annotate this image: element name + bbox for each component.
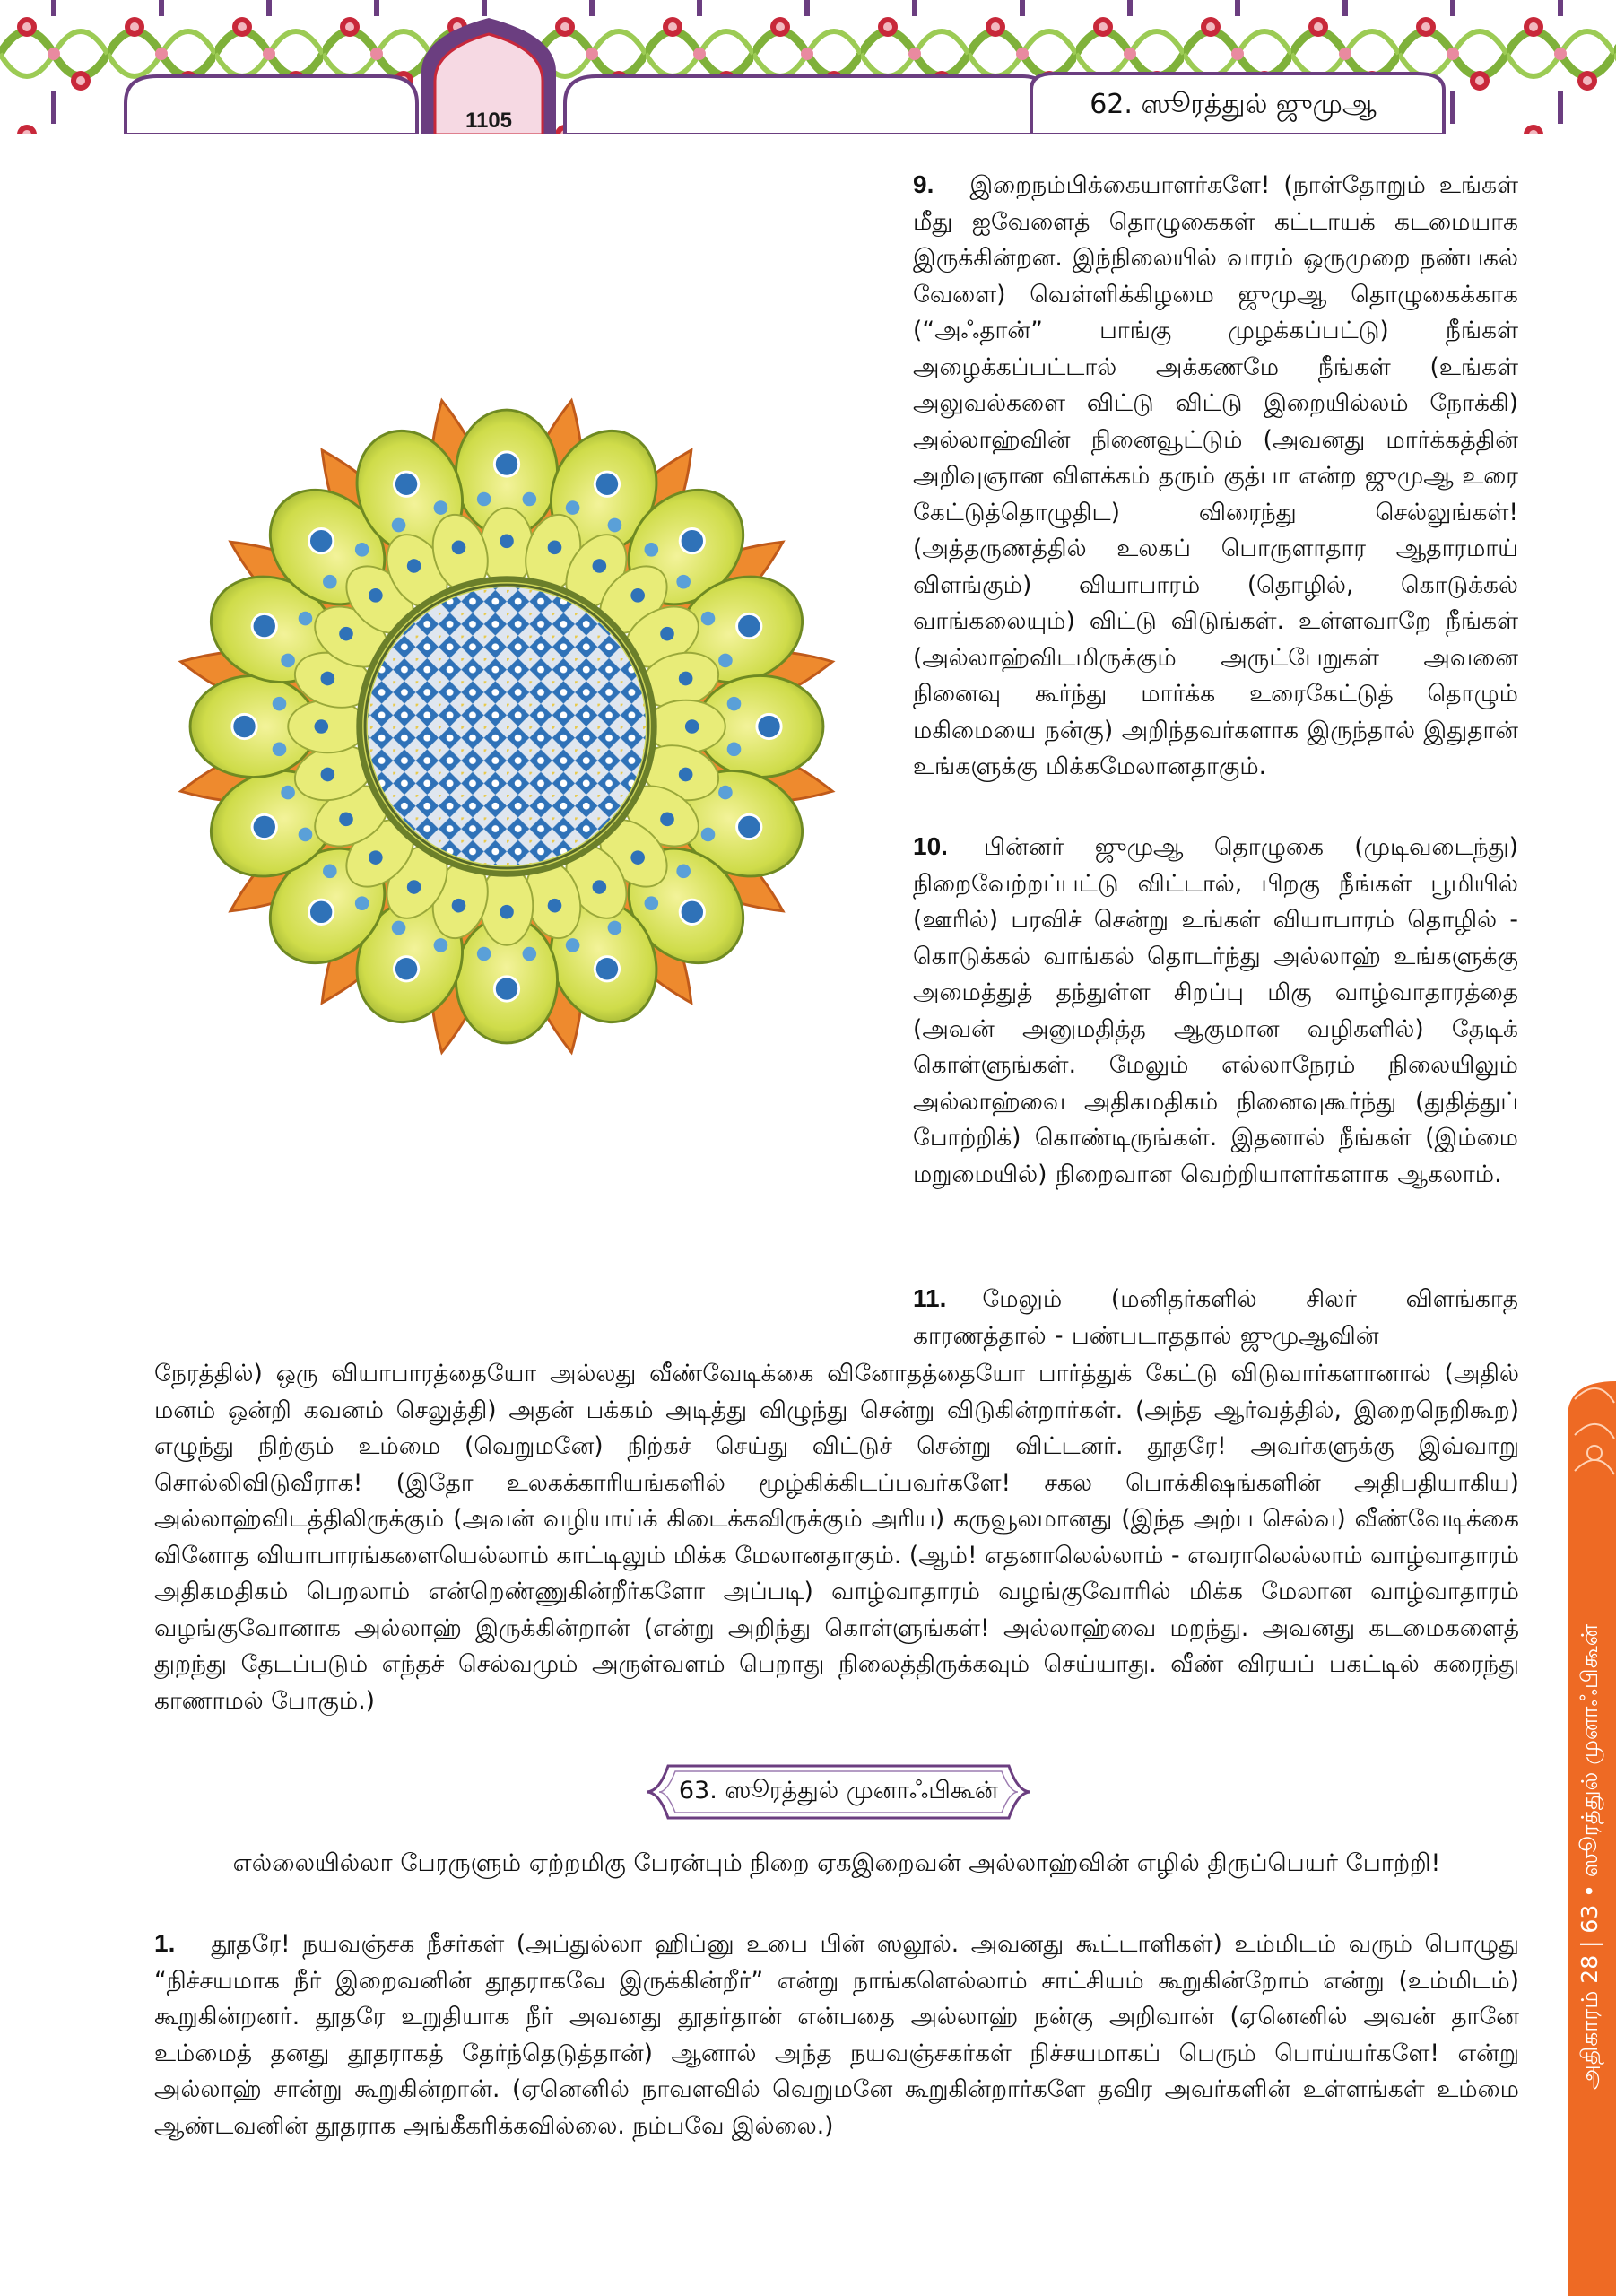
verse-9 — [913, 167, 1518, 786]
surah-header-title: 62. ஸூரத்துல் ஜுமுஆ — [1090, 88, 1377, 120]
verse-number: 1. — [154, 1929, 176, 1957]
verse-10 — [913, 829, 1518, 1193]
verse-text: நேரத்தில்) ஒரு வியாபாரத்தையோ அல்லது வீண்வேடிக்கை வினோதத்தையோ பார்த்துக் கேட்டு விடுவார்களானால் (அதில் மனம் ஒன்றி கவனம் செலுத்தி) அதன் பக்கம் அடித்து விழுந்து சென்று விடுகின்றார்கள். (அந்த ஆர்வத்தில், இறைநெறிகூற) எழுந்து நிற்கும் உம்மை (வெறுமனே) நிற்கச் செய்து விட்டுச் சென்று விட்டனர். தூதரே! அவர்களுக்கு இவ்வாறு சொல்லிவிடுவீராக! (இதோ உலகக்காரியங்களில் மூழ்கிக்கிடப்பவர்களே! சகல பொக்கிஷங்களின் அதிபதியாகிய) அல்லாஹ்விடத்திலிருக்கும் (அவன் வழியாய்க் கிடைக்கவிருக்கும் அரிய) கருவூலமானது (இந்த அற்ப செல்வ) வீண்வேடிக்கை வினோத வியாபாரங்களையெல்லாம் காட்டிலும் மிக்க மேலானதாகும். (ஆம்! எதனாலெல்லாம் - எவராலெல்லாம் வாழ்வாதாரம் அதிகமதிகம் பெறலாம் என்றெண்ணுகின்றீர்களோ அப்படி) வாழ்வாதாரம் வழங்குவோரில் மிக்க மேலான வாழ்வாதாரம் வழங்குவோனாக அல்லாஹ் இருக்கின்றான் (என்று அறிந்து கொள்ளுங்கள்! அல்லாஹ்வை மறந்து. அவனது கடமைகளைத் துறந்து தேடப்படும் எந்தச் செல்வமும் அருள்வளம் பெறாது நிலைத்திருக்கவும் செய்யாது. வீண் விரயப் பகட்டில் கரைந்து காணாமல் போகும்.) — [154, 1360, 1519, 1715]
verse-number: 10. — [913, 832, 948, 860]
surah-63-title: 63. ஸூரத்துல் முனாஃபிகூன் — [678, 1776, 999, 1805]
verse-number: 11. — [913, 1284, 947, 1312]
verse-text: பின்னர் ஜுமுஆ தொழுகை (முடிவடைந்து) நிறைவேற்றப்பட்டு விட்டால், பிறகு நீங்கள் பூமியில் (ஊரில்) பரவிச் சென்று உங்கள் வியாபாரம் தொழில் - கொடுக்கல் வாங்கல் தொடர்ந்து அல்லாஹ் உங்களுக்கு அமைத்துத் தந்துள்ள சிறப்பு மிகு வாழ்வாதாரத்தை (அவன் அனுமதித்த ஆகுமான வழிகளில்) தேடிக் கொள்ளுங்கள். மேலும் எல்லாநேரம் நிலையிலும் அல்லாஹ்வை அதிகமதிகம் நினைவுகூர்ந்து (துதித்துப் போற்றிக்) கொண்டிருங்கள். இதனால் நீங்கள் (இம்மை மறுமையில்) நிறைவான வெற்றியாளர்களாக ஆகலாம். — [913, 833, 1518, 1188]
verse-text: தூதரே! நயவஞ்சக நீசர்கள் (அப்துல்லா ஹிப்னு உபை பின் ஸலூல். அவனது கூட்டாளிகள்) உம்மிடம் வரும் பொழுது “நிச்சயமாக நீர் இறைவனின் தூதராகவே இருக்கின்றீர்” என்று நாங்களெல்லாம் சாட்சியம் கூறுகின்றோம் என்று (உம்மிடம்) கூறுகின்றனர். தூதரே உறுதியாக நீர் அவனது தூதர்தான் என்பதை அல்லாஹ் நன்கு அறிவான் (ஏனெனில் அவன் தானே உம்மைத் தனது தூதராகத் தேர்ந்தெடுத்தான்) ஆனால் அந்த நயவஞ்சகர்கள் நிச்சயமாகப் பெரும் பொய்யர்களே! என்று அல்லாஹ் சான்று கூறுகின்றான். (ஏனெனில் நாவளவில் வெறுமனே கூறுகின்றார்களே தவிர அவர்களின் உள்ளங்கள் உம்மை ஆண்டவனின் தூதராக அங்கீகரிக்கவில்லை. நம்பவே இல்லை.) — [154, 1930, 1519, 2140]
verse-63-1 — [154, 1926, 1519, 2144]
verse-number: 9. — [913, 170, 934, 198]
verse-11-start — [913, 1281, 1518, 1354]
page-number: 1105 — [465, 109, 513, 133]
verse-11-continued — [154, 1356, 1519, 1719]
mandala-ornament — [157, 377, 856, 1076]
bismillah: எல்லையில்லா பேரருளும் ஏற்றமிகு பேரன்பும் நிறை ஏகஇறைவன் அல்லாஹ்வின் எழில் திருப்பெயர் போற்றி! — [232, 1849, 1441, 1877]
verse-text: இறைநம்பிக்கையாளர்களே! (நாள்தோறும் உங்கள் மீது ஐவேளைத் தொழுகைகள் கட்டாயக் கடமையாக இருக்கின்றன. இந்நிலையில் வாரம் ஒருமுறை நண்பகல் வேளை) வெள்ளிக்கிழமை ஜுமுஆ தொழுகைக்காக (“அஃதான்” பாங்கு முழக்கப்பட்டு) நீங்கள் அழைக்கப்பட்டால் அக்கணமே நீங்கள் (உங்கள் அலுவல்களை விட்டு விட்டு இறையில்லம் நோக்கி) அல்லாஹ்வின் நினைவூட்டும் (அவனது மார்க்கத்தின் அறிவுஞான விளக்கம் தரும் குத்பா என்ற ஜுமுஆ உரை கேட்டுத்தொழுதிட) விரைந்து செல்லுங்கள்! (அத்தருணத்தில் உலகப் பொருளாதார ஆதாரமாய் விளங்கும்) வியாபாரம் (தொழில், கொடுக்கல் வாங்கலையும்) விட்டு விடுங்கள். உள்ளவாறே நீங்கள் (அல்லாஹ்விடமிருக்கும் அருட்பேறுகள் அவனை நினைவு கூர்ந்து மார்க்க உரைகேட்டுத் தொழும் மகிமையை நன்கு) அறிந்தவர்களாக இருந்தால் இதுதான் உங்களுக்கு மிக்கமேலானதாகும். — [913, 171, 1518, 780]
chapter-side-label: அதிகாரம் 28 | 63 • ஸூரத்துல் முனாஃபிகூன் — [1577, 1623, 1603, 2090]
verse-text: மேலும் (மனிதர்களில் சிலர் விளங்காத காரணத்தால் - பண்படாததால் ஜுமுஆவின் — [913, 1285, 1518, 1350]
